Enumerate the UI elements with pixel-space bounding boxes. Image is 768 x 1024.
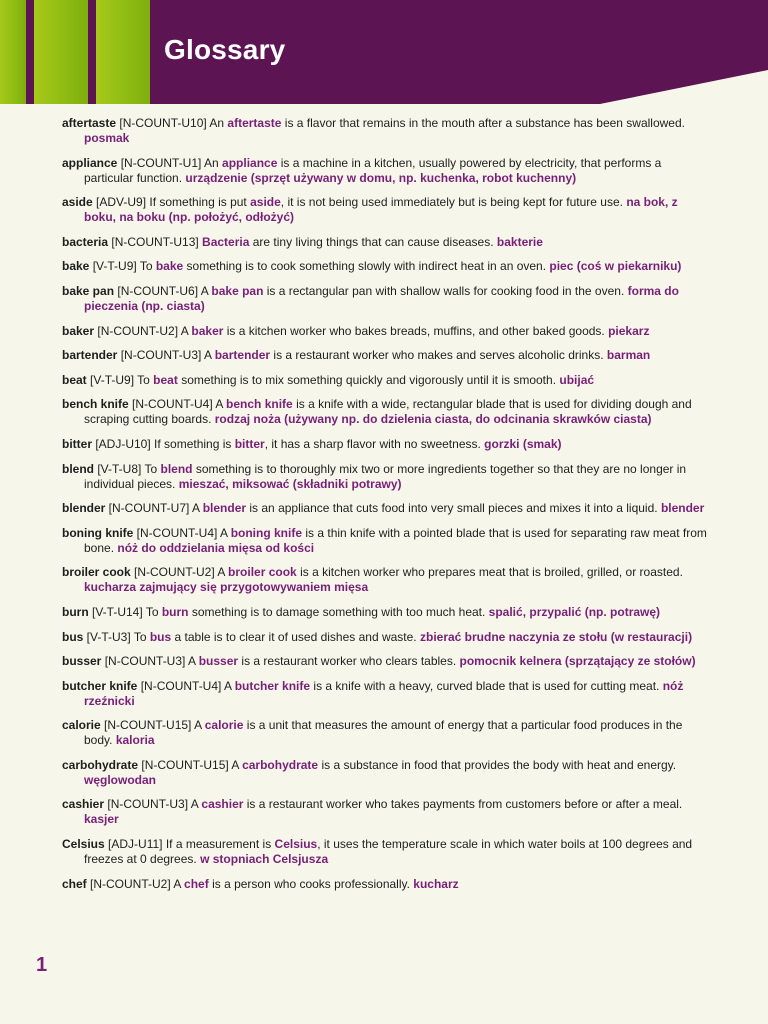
- definition-keyword: bake pan: [211, 283, 264, 298]
- glossary-term: busser: [62, 654, 102, 669]
- part-of-speech: [N-COUNT-U2]: [94, 323, 181, 338]
- part-of-speech: [N-COUNT-U4]: [128, 397, 216, 412]
- definition-text: something is to mix something quickly and vigorously until it is smooth.: [177, 372, 560, 387]
- definition-text: To: [145, 604, 162, 619]
- polish-translation: zbierać brudne naczynia ze stołu (w restauracji): [419, 629, 693, 644]
- definition-text: If something is put: [149, 195, 251, 210]
- definition-keyword: butcher knife: [234, 678, 311, 693]
- glossary-entry: [62, 116, 712, 146]
- definition-text: is a restaurant worker who clears tables.: [238, 654, 460, 669]
- polish-translation: kucharza zajmujący się przygotowywaniem mięsa: [84, 580, 369, 595]
- glossary-term: bacteria: [62, 234, 109, 249]
- definition-text: A: [190, 797, 202, 812]
- polish-translation: piec (coś w piekarniku): [549, 259, 682, 274]
- definition-keyword: bus: [149, 629, 172, 644]
- glossary-term: broiler cook: [62, 565, 131, 580]
- definition-keyword: boning knife: [230, 525, 303, 540]
- glossary-entry: [62, 324, 712, 339]
- glossary-entry: [62, 235, 712, 250]
- polish-translation: blender: [660, 501, 705, 516]
- part-of-speech: [N-COUNT-U15]: [138, 757, 232, 772]
- polish-translation: kaloria: [115, 733, 155, 748]
- glossary-term: Celsius: [62, 837, 105, 852]
- polish-translation: piekarz: [608, 323, 650, 338]
- polish-translation: nóż rzeźnicki: [84, 678, 684, 708]
- polish-translation: urządzenie (sprzęt używany w domu, np. kuchenka, robot kuchenny): [185, 170, 577, 185]
- polish-translation: kasjer: [84, 812, 119, 827]
- part-of-speech: [N-COUNT-U2]: [86, 876, 174, 891]
- definition-text: A: [173, 876, 185, 891]
- definition-keyword: burn: [161, 604, 189, 619]
- definition-text: is a flavor that remains in the mouth after a substance has been swallowed.: [281, 116, 685, 130]
- definition-keyword: bench knife: [226, 397, 293, 412]
- glossary-term: bus: [62, 629, 84, 644]
- glossary-term: bake: [62, 259, 90, 274]
- polish-translation: forma do pieczenia (np. ciasta): [84, 283, 679, 313]
- glossary-list: [62, 116, 712, 901]
- glossary-entry: [62, 605, 712, 620]
- definition-text: A: [231, 757, 243, 772]
- definition-text: , it has a sharp flavor with no sweetness.: [264, 436, 485, 451]
- glossary-term: bench knife: [62, 397, 129, 412]
- part-of-speech: [V-T-U8]: [94, 461, 145, 476]
- definition-text: is a restaurant worker who makes and serves alcoholic drinks.: [270, 348, 607, 363]
- part-of-speech: [V-T-U3]: [83, 629, 134, 644]
- definition-text: is a knife with a heavy, curved blade that is used for cutting meat.: [310, 678, 663, 693]
- definition-text: is a rectangular pan with shallow walls for cooking food in the oven.: [263, 283, 628, 298]
- definition-text: A: [188, 654, 199, 669]
- polish-translation: spalić, przypalić (np. potrawę): [488, 604, 661, 619]
- definition-text: To: [137, 372, 154, 387]
- polish-translation: barman: [606, 348, 651, 363]
- definition-keyword: bartender: [214, 348, 271, 363]
- glossary-term: blender: [62, 501, 106, 516]
- polish-translation: gorzki (smak): [484, 436, 562, 451]
- glossary-term: appliance: [62, 155, 118, 170]
- page-title: Glossary: [164, 34, 286, 65]
- definition-text: A: [217, 565, 229, 580]
- glossary-entry: [62, 526, 712, 556]
- definition-text: A: [215, 397, 227, 412]
- definition-text: , it uses the temperature scale in which water boils at 100 degrees and freezes at 0 degrees.: [84, 837, 693, 867]
- glossary-entry: [62, 397, 712, 427]
- part-of-speech: [ADJ-U10]: [92, 436, 155, 451]
- definition-keyword: baker: [191, 323, 224, 338]
- definition-text: is a thin knife with a pointed blade that is used for separating raw meat from bone.: [84, 525, 707, 555]
- definition-text: A: [192, 501, 203, 516]
- definition-text: are tiny living things that can cause diseases.: [249, 234, 497, 249]
- definition-text: is a person who cooks professionally.: [208, 876, 414, 891]
- polish-translation: mieszać, miksować (składniki potrawy): [178, 476, 402, 491]
- definition-keyword: beat: [153, 372, 178, 387]
- polish-translation: rodzaj noża (używany np. do dzielenia ciasta, do odcinania skrawków ciasta): [214, 412, 652, 427]
- definition-keyword: broiler cook: [228, 565, 297, 580]
- part-of-speech: [N-COUNT-U3]: [104, 797, 191, 812]
- polish-translation: kucharz: [413, 876, 459, 891]
- part-of-speech: [N-COUNT-U7]: [105, 501, 193, 516]
- definition-text: is an appliance that cuts food into very small pieces and mixes it into a liquid.: [246, 501, 661, 516]
- part-of-speech: [N-COUNT-U3]: [117, 348, 205, 363]
- part-of-speech: [N-COUNT-U4]: [137, 678, 225, 693]
- glossary-term: aftertaste: [62, 116, 117, 130]
- definition-text: is a restaurant worker who takes payments from customers before or after a meal.: [243, 797, 683, 812]
- part-of-speech: [ADJ-U11]: [104, 837, 166, 852]
- definition-keyword: blender: [202, 501, 247, 516]
- green-stripe: [96, 0, 150, 104]
- definition-keyword: aftertaste: [227, 116, 282, 130]
- glossary-term: blend: [62, 461, 94, 476]
- glossary-entry: [62, 565, 712, 595]
- glossary-entry: [62, 679, 712, 709]
- definition-text: something is to thoroughly mix two or more ingredients together so that they are no longer in individual pieces.: [84, 461, 687, 491]
- definition-text: something is to damage something with too much heat.: [188, 604, 489, 619]
- glossary-term: bitter: [62, 436, 92, 451]
- part-of-speech: [N-COUNT-U2]: [130, 565, 218, 580]
- glossary-entry: [62, 718, 712, 748]
- definition-text: A: [204, 348, 215, 363]
- definition-keyword: blend: [160, 461, 193, 476]
- definition-text: A: [224, 678, 235, 693]
- definition-text: If a measurement is: [165, 837, 275, 852]
- definition-text: If something is: [154, 436, 235, 451]
- definition-keyword: busser: [198, 654, 239, 669]
- glossary-entry: [62, 259, 712, 274]
- definition-keyword: bake: [155, 259, 184, 274]
- definition-text: is a kitchen worker who bakes breads, muffins, and other baked goods.: [223, 323, 609, 338]
- polish-translation: ubijać: [559, 372, 595, 387]
- definition-text: is a knife with a wide, rectangular blade that is used for dividing dough and scraping cutting boards.: [84, 397, 692, 427]
- definition-keyword: Bacteria: [202, 234, 250, 249]
- definition-keyword: cashier: [201, 797, 244, 812]
- glossary-entry: [62, 758, 712, 788]
- glossary-term: cashier: [62, 797, 105, 812]
- part-of-speech: [N-COUNT-U6]: [114, 283, 201, 298]
- glossary-entry: [62, 630, 712, 645]
- glossary-term: beat: [62, 372, 87, 387]
- page-number: 1: [36, 954, 48, 976]
- glossary-term: burn: [62, 604, 89, 619]
- definition-keyword: chef: [184, 876, 209, 891]
- definition-text: is a machine in a kitchen, usually powered by electricity, that performs a particular function.: [84, 155, 662, 185]
- glossary-entry: [62, 156, 712, 186]
- definition-text: A: [200, 283, 212, 298]
- part-of-speech: [ADV-U9]: [92, 195, 150, 210]
- green-stripe: [0, 0, 26, 104]
- glossary-entry: [62, 501, 712, 516]
- definition-text: To: [139, 259, 156, 274]
- polish-translation: węglowodan: [84, 772, 156, 787]
- definition-keyword: appliance: [222, 155, 278, 170]
- glossary-entry: [62, 437, 712, 452]
- definition-text: something is to cook something slowly with indirect heat in an oven.: [183, 259, 550, 274]
- part-of-speech: [N-COUNT-U1]: [117, 155, 205, 170]
- polish-translation: w stopniach Celsjusza: [200, 852, 329, 867]
- glossary-term: bartender: [62, 348, 118, 363]
- part-of-speech: [V-T-U14]: [88, 604, 146, 619]
- definition-text: A: [194, 718, 205, 733]
- glossary-entry: [62, 195, 712, 225]
- glossary-term: butcher knife: [62, 678, 138, 693]
- definition-keyword: Celsius: [274, 837, 318, 852]
- definition-text: An: [204, 155, 223, 170]
- glossary-term: baker: [62, 323, 95, 338]
- glossary-entry: [62, 877, 712, 892]
- definition-text: A: [180, 323, 192, 338]
- glossary-entry: [62, 373, 712, 388]
- definition-text: A: [220, 525, 231, 540]
- glossary-term: boning knife: [62, 525, 134, 540]
- definition-text: To: [144, 461, 161, 476]
- definition-text: is a substance in food that provides the body with heat and energy.: [318, 757, 677, 772]
- glossary-entry: [62, 284, 712, 314]
- glossary-term: bake pan: [62, 283, 115, 298]
- definition-keyword: carbohydrate: [242, 757, 319, 772]
- glossary-term: chef: [62, 876, 87, 891]
- glossary-entry: [62, 837, 712, 867]
- polish-translation: na bok, z boku, na boku (np. położyć, odłożyć): [84, 195, 678, 225]
- green-stripe: [34, 0, 88, 104]
- glossary-entry: [62, 654, 712, 669]
- definition-text: is a kitchen worker who prepares meat that is broiled, grilled, or roasted.: [296, 565, 683, 580]
- glossary-term: carbohydrate: [62, 757, 139, 772]
- part-of-speech: [V-T-U9]: [89, 259, 140, 274]
- definition-text: a table is to clear it of used dishes and waste.: [171, 629, 420, 644]
- glossary-entry: [62, 462, 712, 492]
- polish-translation: nóż do oddzielania mięsa od kości: [117, 540, 315, 555]
- glossary-term: calorie: [62, 718, 101, 733]
- definition-keyword: bitter: [234, 436, 265, 451]
- glossary-entry: [62, 797, 712, 827]
- definition-keyword: calorie: [204, 718, 244, 733]
- glossary-term: aside: [62, 195, 93, 210]
- part-of-speech: [N-COUNT-U15]: [100, 718, 195, 733]
- definition-text: An: [209, 116, 228, 130]
- polish-translation: posmak: [84, 131, 130, 145]
- glossary-entry: [62, 348, 712, 363]
- definition-text: is a unit that measures the amount of energy that a particular food produces in the body.: [84, 718, 683, 748]
- page-header: [0, 0, 768, 104]
- part-of-speech: [N-COUNT-U10]: [116, 116, 210, 130]
- part-of-speech: [N-COUNT-U4]: [133, 525, 220, 540]
- part-of-speech: [V-T-U9]: [86, 372, 138, 387]
- part-of-speech: [N-COUNT-U3]: [101, 654, 189, 669]
- polish-translation: pomocnik kelnera (sprzątający ze stołów): [459, 654, 696, 669]
- polish-translation: bakterie: [496, 234, 543, 249]
- part-of-speech: [N-COUNT-U13]: [108, 234, 203, 249]
- definition-text: , it is not being used immediately but is being kept for future use.: [280, 195, 627, 210]
- definition-keyword: aside: [250, 195, 281, 210]
- definition-text: To: [133, 629, 150, 644]
